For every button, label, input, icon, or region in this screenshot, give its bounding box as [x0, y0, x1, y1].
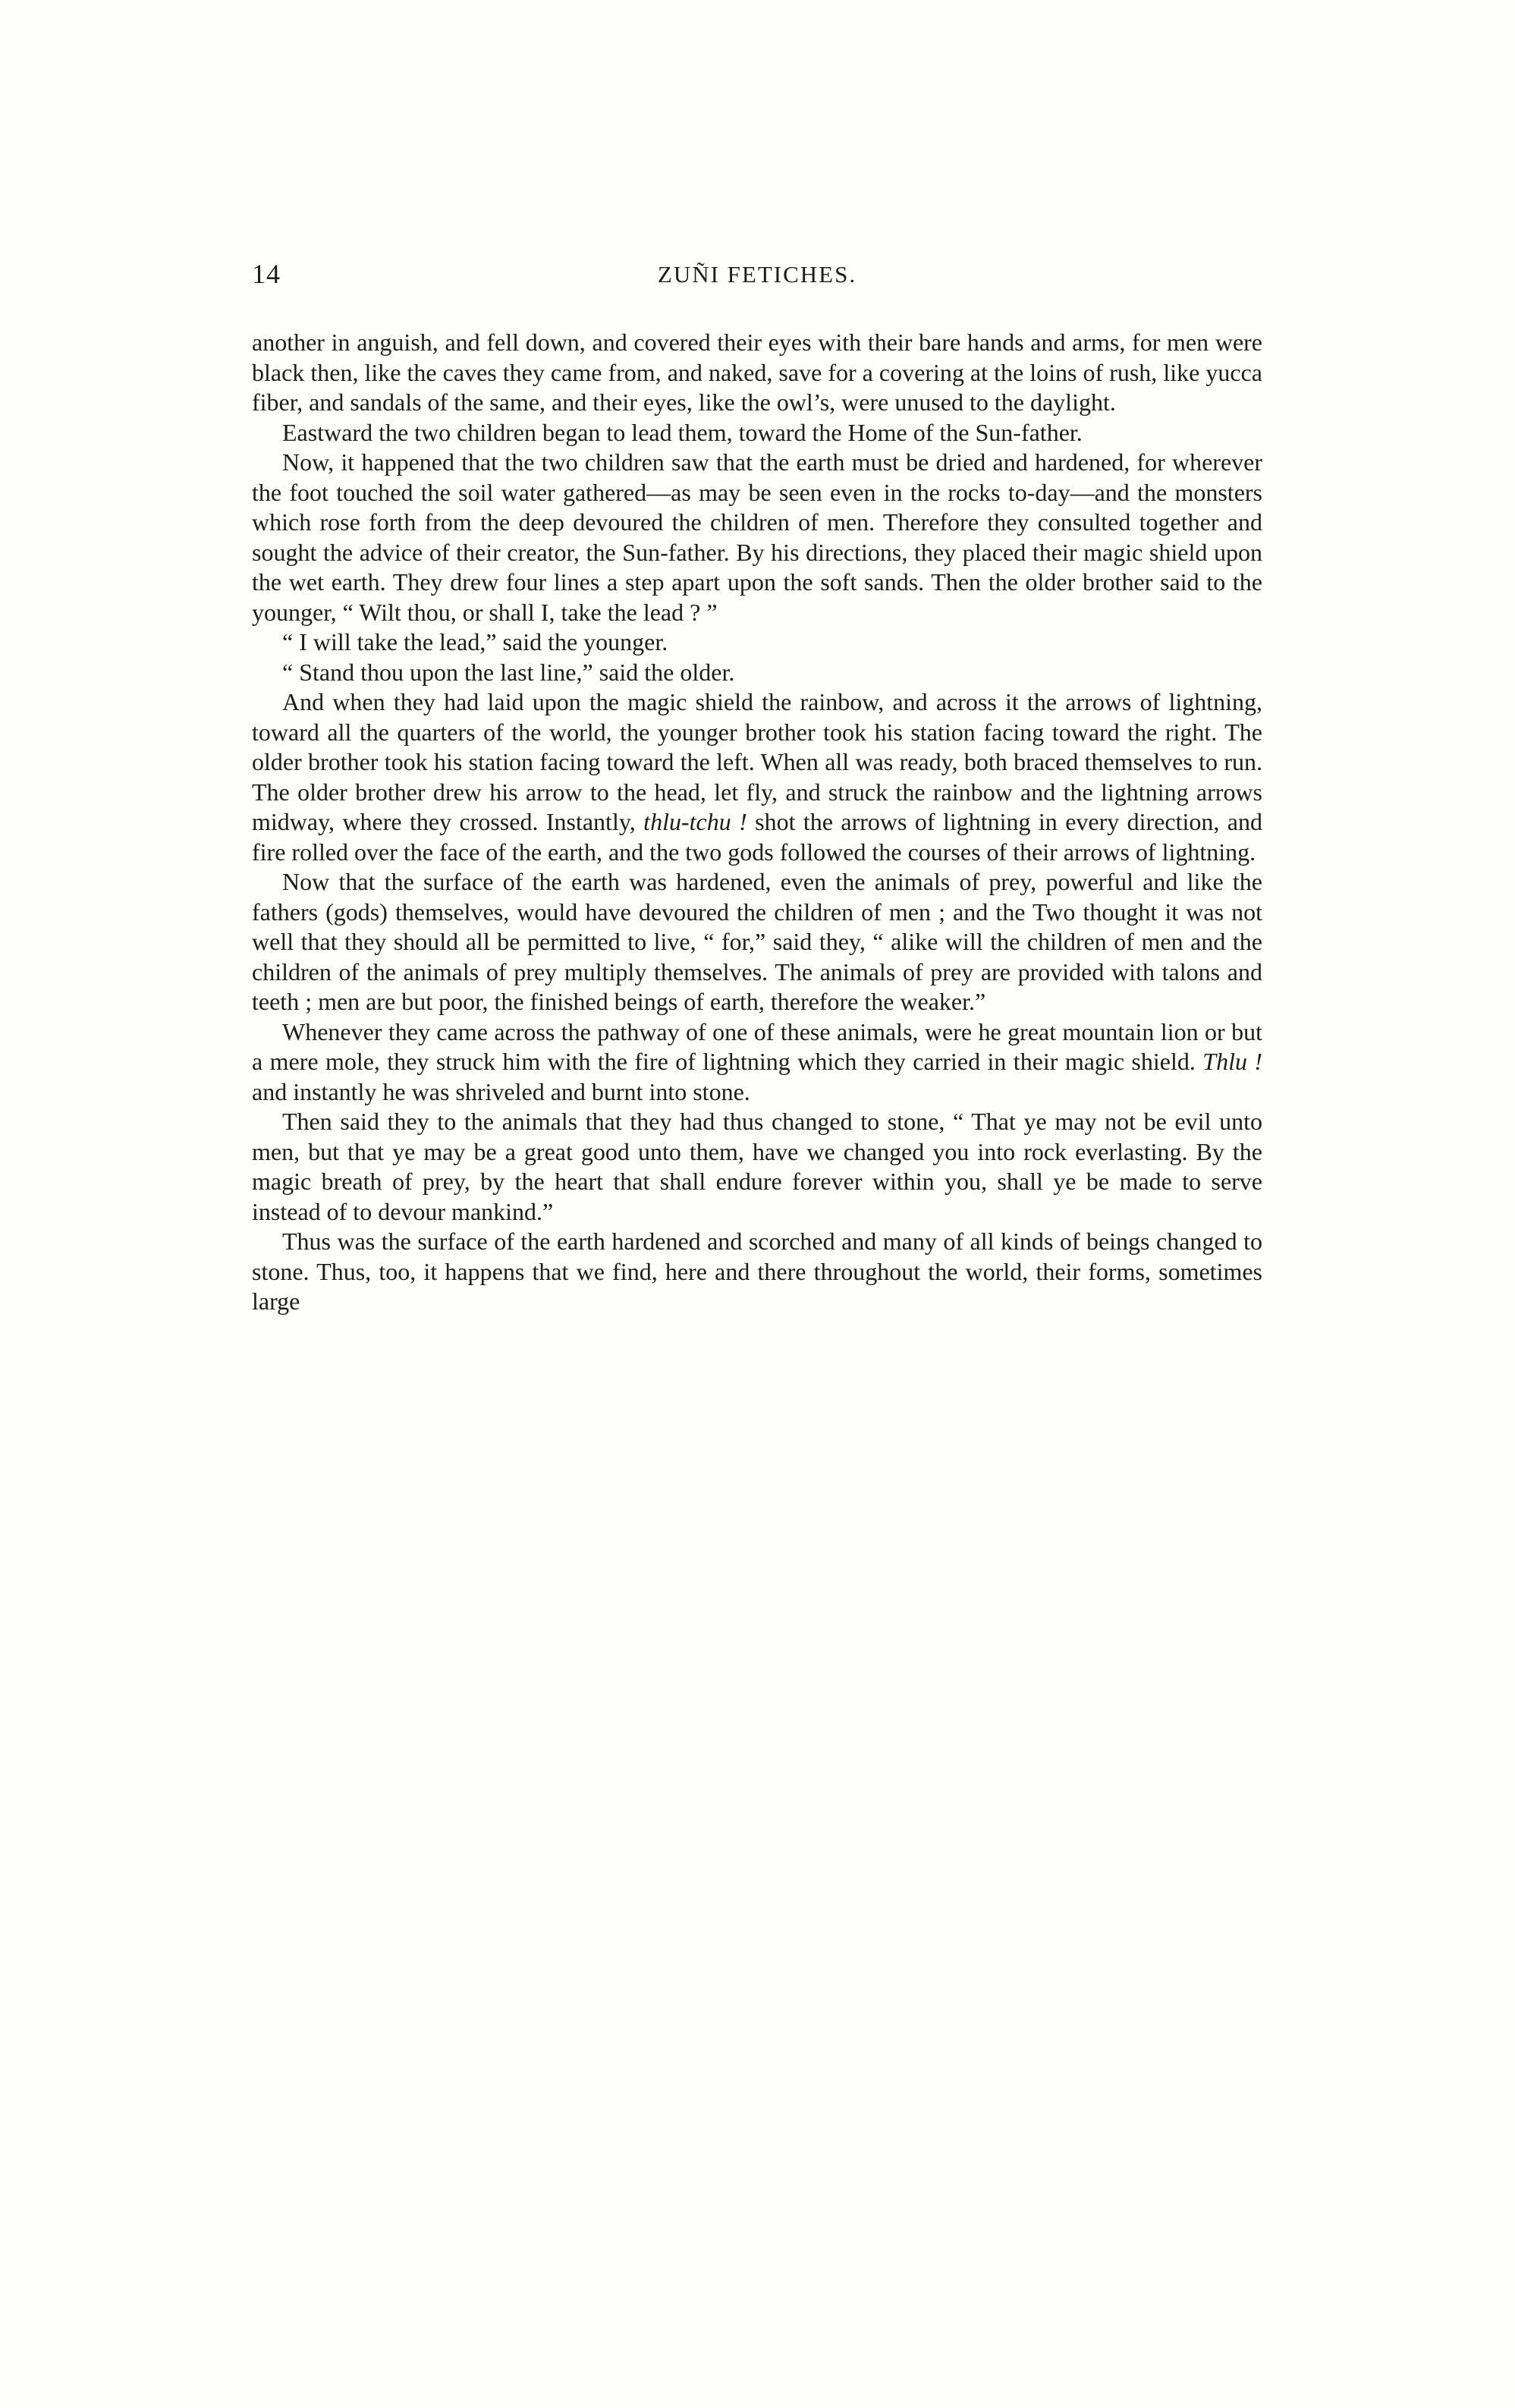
paragraph: [252, 627, 1262, 658]
text-segment: Whenever they came across the pathway of one of these animals, were he great mountain lion or but a mere mole, they struck him with the fire of lightning which they carried in their magic shield.: [252, 1017, 1262, 1075]
text-segment: And when they had laid upon the magic shield the rainbow, and across it the arrows of lightning, toward all the quarters of the world, the younger brother took his station facing toward the right. The older brother took his station facing toward the left. When all was ready, both braced themselves to run. The older brother drew his arrow to the head, let fly, and struck the rainbow and the lightning arrows midway, where they crossed. Instantly,: [252, 688, 1262, 835]
paragraph: [252, 658, 1262, 688]
paragraph: [252, 328, 1262, 418]
italic-text: thlu-tchu !: [643, 808, 747, 835]
text-segment: Then said they to the animals that they had thus changed to stone, “ That ye may not be evil unto men, but that ye may be a great good unto them, have we changed you into rock everlasting. By the magic breath of prey, by the heart that shall endure forever within you, shall ye be made to serve instead of to devour mankind.”: [252, 1108, 1262, 1225]
text-segment: another in anguish, and fell down, and covered their eyes with their bare hands and arms, for men were black then, like the caves they came from, and naked, save for a covering at the loins of rush, like yucca fiber, and sandals of the same, and their eyes, like the owl’s, were unused to the daylight.: [252, 329, 1262, 416]
page-number: 14: [252, 259, 281, 289]
text-segment: shot the arrows of lightning in every direction, and fire rolled over the face of the earth, and the two gods followed the courses of their arrows of lightning.: [252, 808, 1263, 866]
text-block: [252, 258, 1262, 1317]
paragraph: [252, 687, 1262, 867]
text-segment: and instantly he was shriveled and burnt into stone.: [252, 1077, 750, 1105]
text-segment: Now, it happened that the two children saw that the earth must be dried and hardened, for wherever the foot touched the soil water gathered—as may be seen even in the rocks to-day—and the monsters which rose forth from the deep devoured the children of men. Therefore they consulted together and sought the advice of their creator, the Sun-father. By his directions, they placed their magic shield upon the wet earth. They drew four lines a step apart upon the soft sands. Then the older brother said to the younger, “ Wilt thou, or shall I, take the lead ? ”: [252, 448, 1262, 626]
page-header: [252, 258, 1262, 307]
text-segment: Now that the surface of the earth was hardened, even the animals of prey, powerful and like the fathers (gods) themselves, would have devoured the children of men ; and the Two thought it was not well that they should all be permitted to live, “ for,” said they, “ alike will the children of men and the children of the animals of prey multiply themselves. The animals of prey are provided with talons and teeth ; men are but poor, the finished beings of earth, therefore the weaker.”: [252, 868, 1262, 1015]
paragraph: [252, 867, 1262, 1017]
body-text: [252, 328, 1262, 1317]
text-segment: “ I will take the lead,” said the younger.: [282, 628, 668, 655]
running-title: ZUÑI FETICHES.: [657, 261, 857, 288]
italic-text: Thlu !: [1202, 1048, 1263, 1075]
text-segment: Eastward the two children began to lead them, toward the Home of the Sun-father.: [282, 418, 1083, 446]
paragraph: [252, 448, 1262, 627]
paragraph: [252, 1227, 1262, 1317]
paragraph: [252, 1107, 1262, 1227]
text-segment: “ Stand thou upon the last line,” said the older.: [282, 658, 735, 686]
paragraph: [252, 1017, 1262, 1108]
paragraph: [252, 418, 1262, 448]
text-segment: Thus was the surface of the earth hardened and scorched and many of all kinds of beings changed to stone. Thus, too, it happens that we find, here and there throughout the world, their forms, sometimes large: [252, 1228, 1262, 1315]
